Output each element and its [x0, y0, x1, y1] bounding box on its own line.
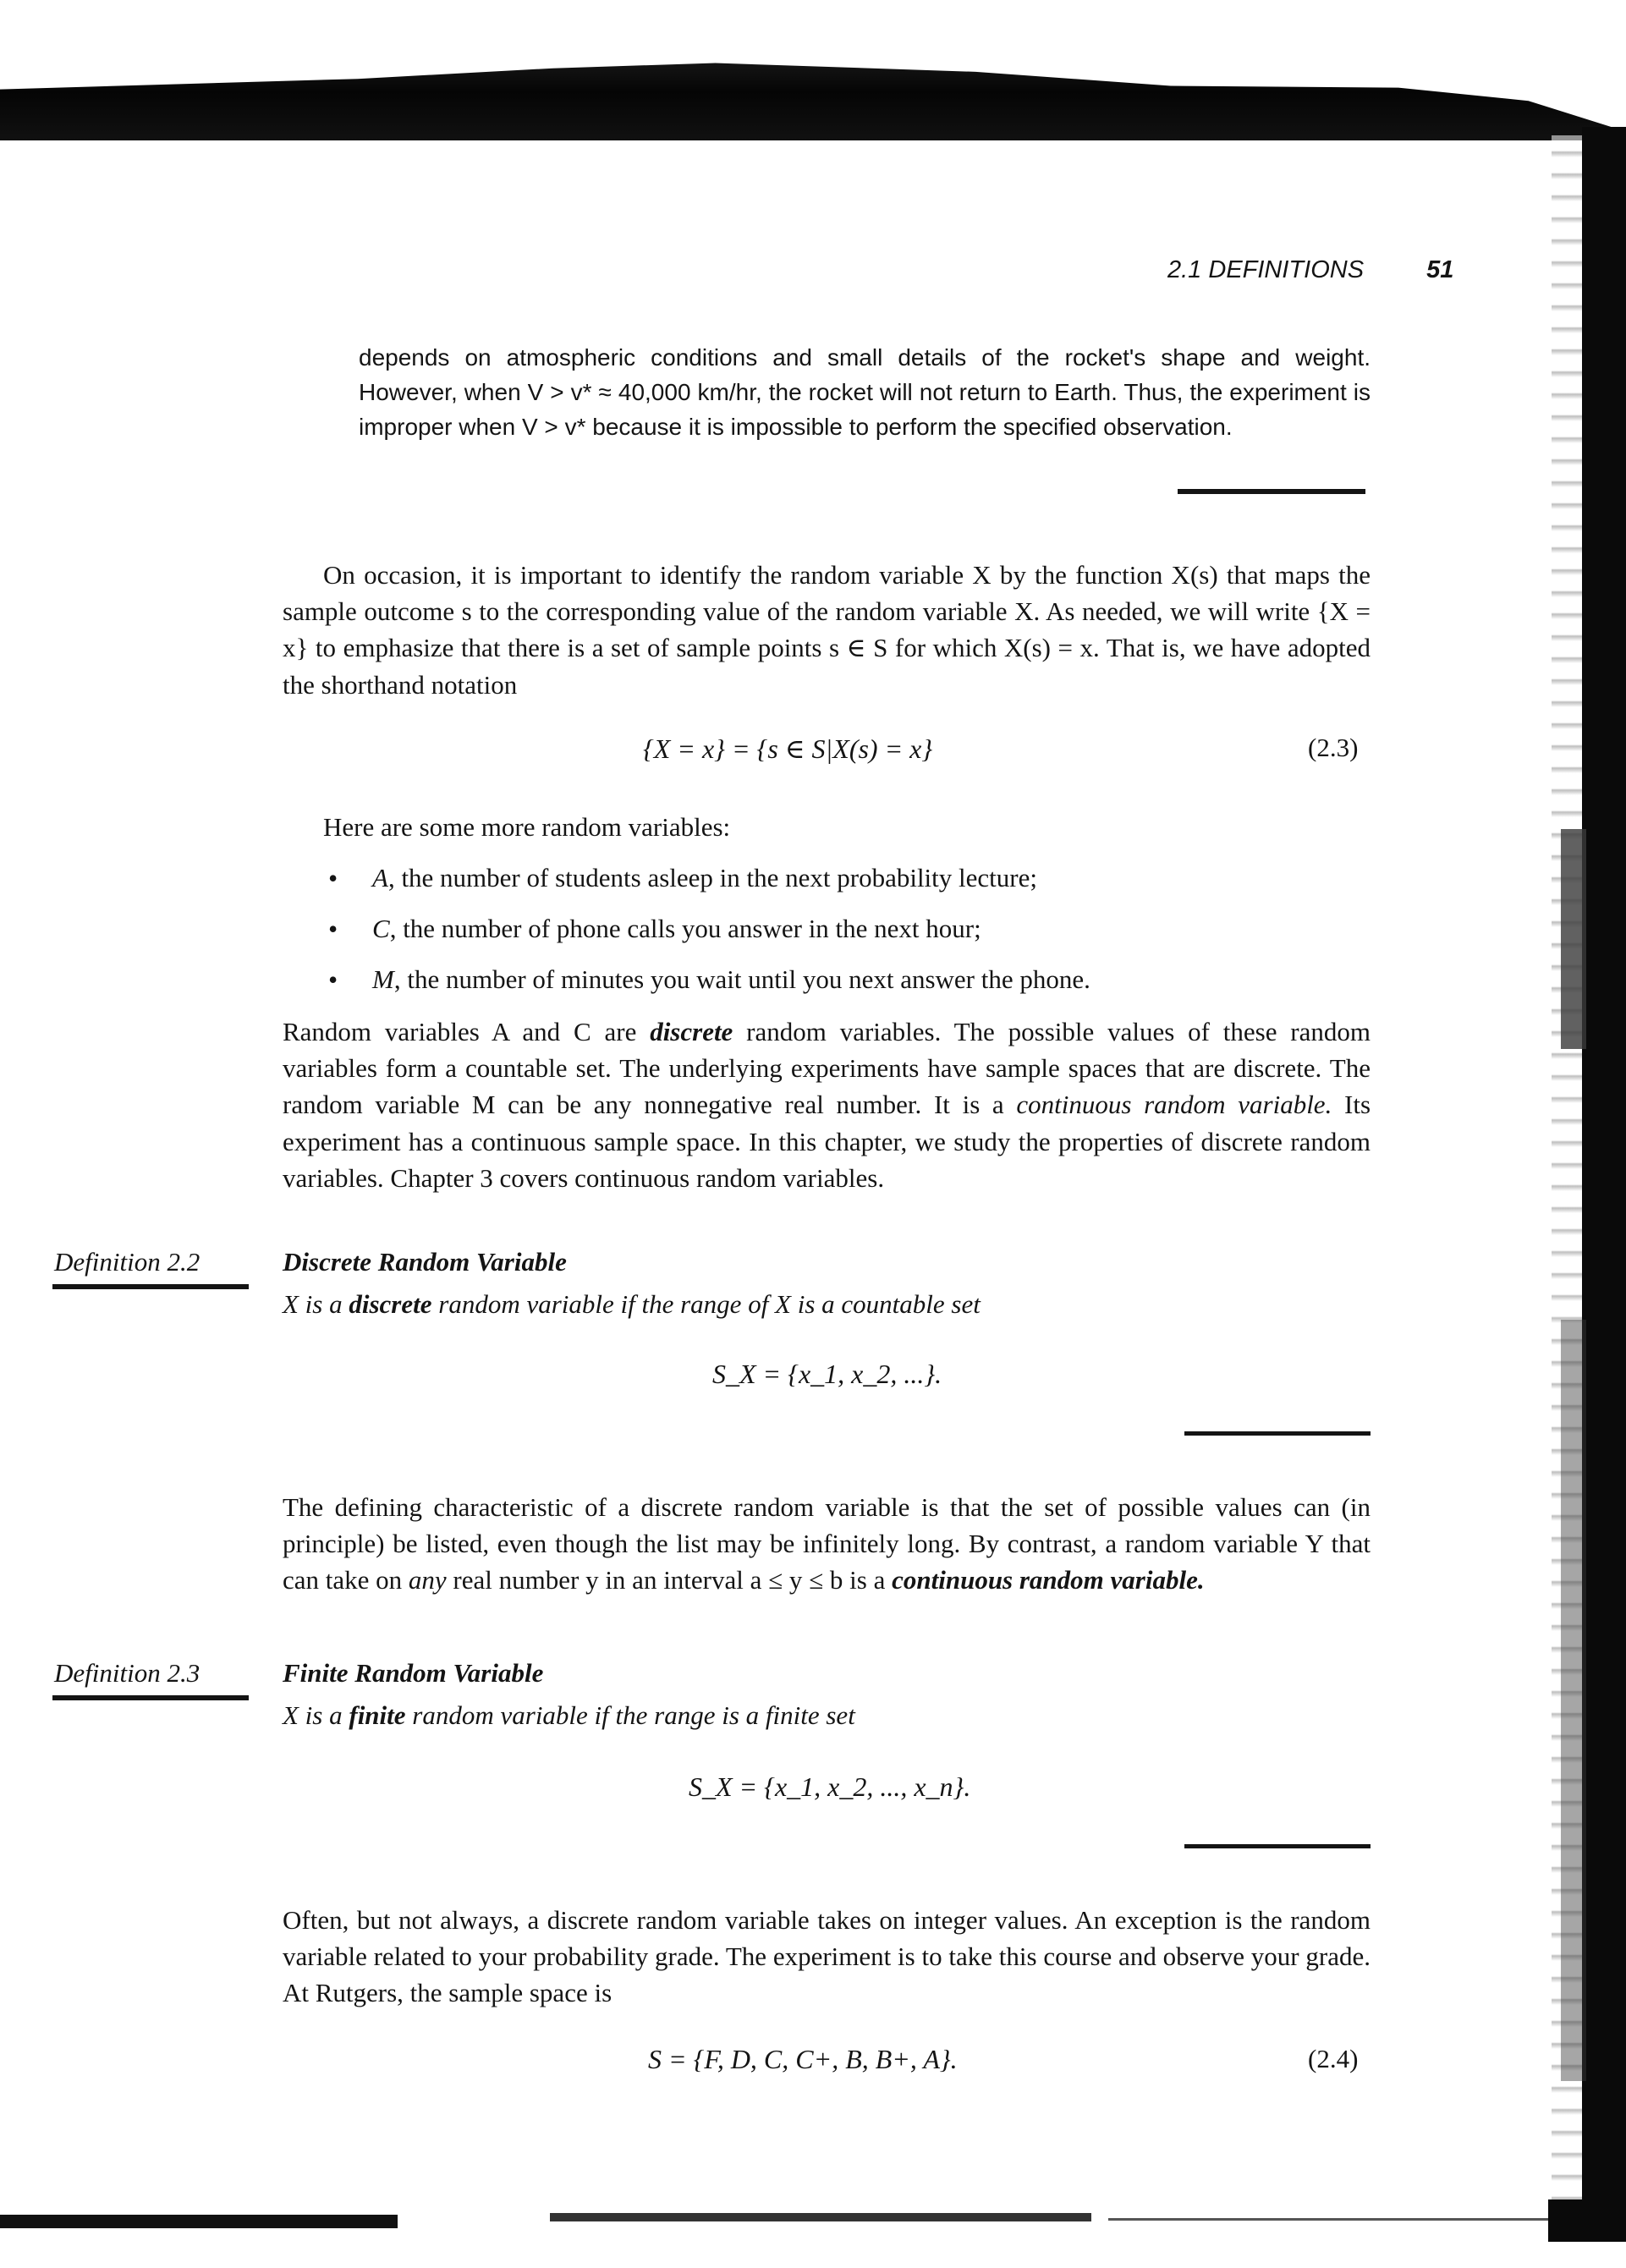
- page-number: 51: [1426, 256, 1454, 283]
- equation-2-3: {X = x} = {s ∈ S|X(s) = x}: [643, 733, 933, 764]
- list-item: [323, 954, 1372, 1005]
- list-item-text: , the number of minutes you wait until you next answer the phone.: [393, 964, 1090, 994]
- list-item-text: , the number of students asleep in the next probability lecture;: [387, 863, 1037, 892]
- scan-shadow-top: [0, 52, 1626, 140]
- section-title: 2.1 DEFINITIONS: [1167, 256, 1365, 283]
- scan-noise: [1561, 1320, 1586, 2081]
- scan-noise: [1561, 829, 1586, 1049]
- text-run: Random variables A and C are: [283, 1017, 651, 1046]
- paragraph-random-variable-function: On occasion, it is important to identify the random variable X by the function X(s) that maps the sample outcome s to the corresponding value of the random variable X. As needed, we will write {X = x} to emphasize that there is a set of sample points s ∈ S for which X(s) = x. That is, we have adopted the shorthand notation: [283, 560, 1371, 700]
- text-run: random variable if the range is a finite set: [405, 1700, 855, 1730]
- example-continuation: depends on atmospheric conditions and small details of the rocket's shape and weight. However, when V > v* ≈ 40,000 km/hr, the rocket will not return to Earth. Thus, the experiment is improper when V > v* because it is impossible to perform the specified observation.: [359, 344, 1371, 440]
- paragraph-defining-characteristic: [283, 1489, 1371, 1599]
- definition-2-3-equation: S_X = {x_1, x_2, ..., x_n}.: [689, 1771, 971, 1802]
- scan-shadow-right: [1582, 127, 1626, 2268]
- variable-name: C: [372, 914, 390, 943]
- list-item-text: , the number of phone calls you answer in the next hour;: [389, 914, 981, 943]
- list-item: [323, 853, 1372, 903]
- text-run: random variables. The possible values of these random variables form a countable set. The underlying experiments have sample spaces that are discrete. The random variable M can be any nonnegative real number. It is a: [283, 1017, 1371, 1120]
- list-item: [323, 903, 1372, 954]
- scan-shadow-bottom: [0, 2199, 1626, 2268]
- paragraph-grade-example: Often, but not always, a discrete random variable takes on integer values. An exception is the random variable related to your probability grade. The experiment is to take this course and observe your grade. At Rutgers, the sample space is: [283, 1905, 1371, 2008]
- definition-2-2-label: Definition 2.2: [54, 1247, 201, 1277]
- definition-end-rule: [1184, 1844, 1371, 1848]
- equation-number-2-3: (2.3): [1308, 733, 1359, 762]
- paragraph-discrete-vs-continuous: [283, 1013, 1371, 1196]
- list-intro: Here are some more random variables:: [323, 812, 731, 842]
- definition-2-3-label: Definition 2.3: [54, 1658, 201, 1688]
- emphasis-term: discrete: [650, 1017, 733, 1046]
- variable-name: M: [372, 964, 394, 994]
- defined-term: discrete: [349, 1289, 432, 1319]
- equation-2-4: S = {F, D, C, C+, B, B+, A}.: [648, 2044, 958, 2074]
- text-run: real number y in an interval a ≤ y ≤ b is a: [446, 1565, 893, 1595]
- equation-number-2-4: (2.4): [1308, 2044, 1359, 2073]
- text-run: random variable if the range of X is a countable set: [431, 1289, 981, 1319]
- text-run: X is a: [283, 1700, 349, 1730]
- defined-term: finite: [349, 1700, 406, 1730]
- running-header: [1167, 256, 1557, 284]
- definition-2-2-body: [283, 1289, 981, 1320]
- definition-end-rule: [1184, 1431, 1371, 1436]
- text-run: The defining characteristic of a discrete random variable is that the set of possible values can (in principle) be listed, even though the list may be infinitely long. By contrast, a random variable Y that can take on: [283, 1492, 1371, 1595]
- definition-2-3-title: Finite Random Variable: [283, 1658, 544, 1688]
- text-run: X is a: [283, 1289, 349, 1319]
- definition-2-2-title: Discrete Random Variable: [283, 1247, 567, 1277]
- definition-2-3-body: [283, 1700, 855, 1731]
- random-variable-examples-list: [323, 853, 1372, 1005]
- definition-label-rule: [52, 1695, 249, 1700]
- definition-label-rule: [52, 1284, 249, 1289]
- emphasis-term: continuous random variable.: [892, 1565, 1205, 1595]
- text-run: Its experiment has a continuous sample space. In this chapter, we study the properties of discrete random variables. Chapter 3 covers continuous random variables.: [283, 1090, 1371, 1193]
- variable-name: A: [372, 863, 388, 892]
- emphasis-term: any: [408, 1565, 447, 1595]
- emphasis-term: continuous random variable.: [1016, 1090, 1332, 1120]
- example-end-rule: [1178, 489, 1365, 494]
- definition-2-2-equation: S_X = {x_1, x_2, ...}.: [712, 1359, 942, 1389]
